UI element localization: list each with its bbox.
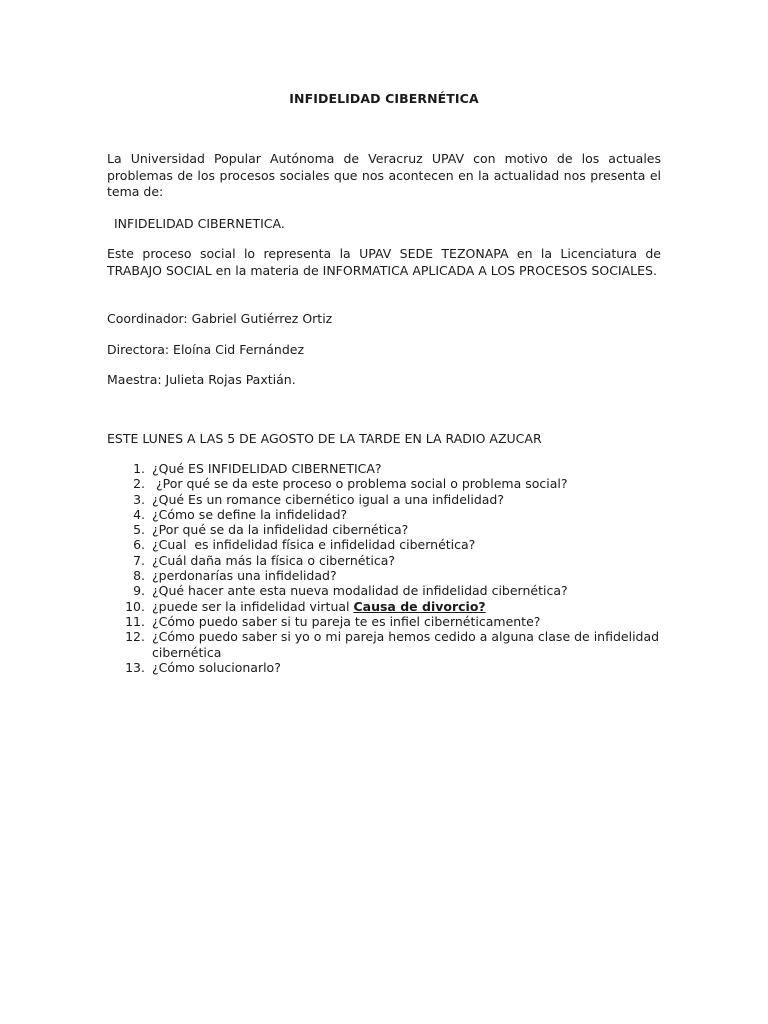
list-item-number: 6. (133, 537, 145, 553)
list-item (107, 568, 661, 583)
list-item (107, 476, 661, 491)
list-item (107, 537, 661, 552)
list-item-text: ¿Qué Es un romance cibernético igual a una infidelidad? (152, 491, 504, 507)
question-list (107, 461, 661, 675)
list-item-number: 10. (125, 598, 145, 614)
list-item-text: ¿Qué ES INFIDELIDAD CIBERNETICA? (152, 461, 382, 476)
list-item-text: ¿Cuál daña más la física o cibernética? (152, 552, 395, 568)
list-item (107, 492, 661, 507)
list-item-text: ¿Por qué se da este proceso o problema social o problema social? (152, 476, 568, 492)
list-item (107, 599, 661, 614)
process-paragraph: Este proceso social lo representa la UPAV SEDE TEZONAPA en la Licenciatura de TRABAJO SOCIAL en la materia de INFORMATICA APLICADA A LOS PROCESOS SOCIALES. (107, 246, 661, 278)
list-item-number: 3. (133, 491, 145, 507)
list-item-text: ¿Por qué se da la infidelidad cibernética? (152, 522, 409, 538)
topic-line: INFIDELIDAD CIBERNETICA. (114, 216, 285, 231)
list-item (107, 660, 661, 675)
list-item-number: 1. (133, 461, 145, 476)
list-item-text: ¿puede ser la infidelidad virtual (152, 598, 354, 614)
list-item-text: ¿Cómo solucionarlo? (152, 659, 281, 675)
list-item (107, 553, 661, 568)
list-item-number: 9. (133, 583, 145, 599)
director-line: Directora: Eloína Cid Fernández (107, 342, 305, 357)
list-item-text: ¿Cómo puedo saber si yo o mi pareja hemos cedido a alguna clase de infidelidad cibernética (152, 629, 660, 660)
announcement-line: ESTE LUNES A LAS 5 DE AGOSTO DE LA TARDE EN LA RADIO AZUCAR (107, 431, 542, 446)
list-item (107, 461, 661, 476)
list-item-number: 7. (133, 552, 145, 568)
list-item (107, 629, 661, 660)
intro-paragraph: La Universidad Popular Autónoma de Veracruz UPAV con motivo de los actuales problemas de los procesos sociales que nos acontecen en la actualidad nos presenta el tema de: (107, 151, 661, 199)
list-item-text: ¿Cómo se define la infidelidad? (152, 506, 348, 522)
list-item-number: 13. (125, 659, 145, 675)
list-item-number: 5. (133, 522, 145, 538)
list-item (107, 614, 661, 629)
list-item-number: 11. (125, 613, 145, 629)
list-item (107, 583, 661, 598)
teacher-line: Maestra: Julieta Rojas Paxtián. (107, 372, 296, 387)
list-item-number: 12. (125, 629, 145, 645)
coordinator-line: Coordinador: Gabriel Gutiérrez Ortiz (107, 311, 333, 326)
list-item-text: ¿Cómo puedo saber si tu pareja te es infiel cibernéticamente? (152, 613, 541, 629)
list-item (107, 522, 661, 537)
list-item-text: ¿perdonarías una infidelidad? (152, 568, 337, 584)
list-item-text: ¿Qué hacer ante esta nueva modalidad de infidelidad cibernética? (152, 583, 568, 599)
list-item-number: 4. (133, 506, 145, 522)
divorce-emphasis: Causa de divorcio? (353, 598, 486, 614)
list-item-text: ¿Cual es infidelidad física e infidelidad cibernética? (152, 537, 476, 553)
list-item (107, 507, 661, 522)
list-item-number: 8. (133, 568, 145, 584)
document-title: INFIDELIDAD CIBERNÉTICA (289, 91, 479, 106)
list-item-number: 2. (133, 476, 145, 492)
